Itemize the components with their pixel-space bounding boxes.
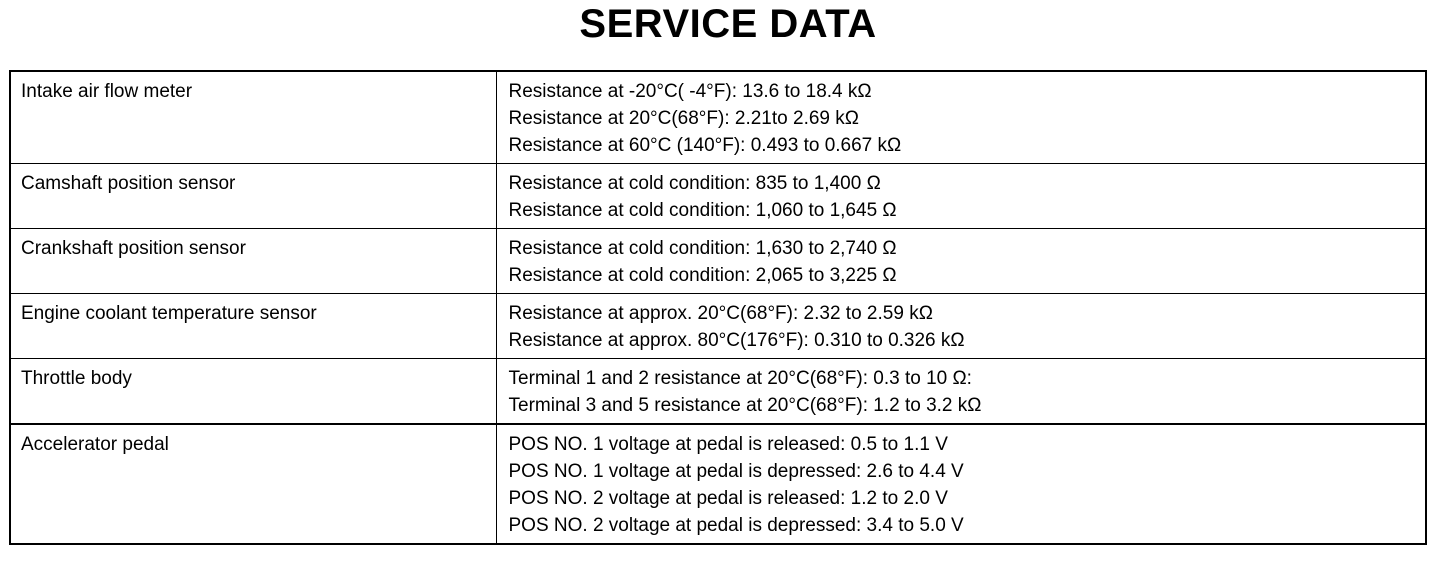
spec-line: Resistance at approx. 20°C(68°F): 2.32 to 2.59 kΩ (508, 303, 933, 324)
table-row (10, 229, 1426, 294)
spec-cell (496, 229, 1426, 294)
spec-cell (496, 294, 1426, 359)
item-cell: Throttle body (10, 359, 496, 425)
item-cell: Accelerator pedal (10, 424, 496, 544)
table-row (10, 294, 1426, 359)
spec-line: Resistance at cold condition: 1,630 to 2,740 Ω (508, 238, 897, 259)
table-row (10, 359, 1426, 425)
item-cell: Engine coolant temperature sensor (10, 294, 496, 359)
spec-line: Resistance at -20°C( -4°F): 13.6 to 18.4 kΩ (508, 81, 872, 102)
spec-cell (496, 71, 1426, 164)
spec-line: Resistance at cold condition: 2,065 to 3,225 Ω (508, 265, 897, 286)
spec-line: Resistance at cold condition: 1,060 to 1,645 Ω (508, 200, 897, 221)
table-row (10, 424, 1426, 544)
spec-cell (496, 359, 1426, 425)
table-row (10, 164, 1426, 229)
spec-line: Resistance at 20°C(68°F): 2.21to 2.69 kΩ (508, 108, 859, 129)
spec-line: POS NO. 1 voltage at pedal is depressed: 2.6 to 4.4 V (508, 461, 964, 482)
spec-line: Resistance at approx. 80°C(176°F): 0.310 to 0.326 kΩ (508, 330, 965, 351)
service-data-table (9, 70, 1427, 545)
table-row (10, 71, 1426, 164)
spec-line: POS NO. 1 voltage at pedal is released: 0.5 to 1.1 V (508, 434, 948, 455)
spec-line: Terminal 1 and 2 resistance at 20°C(68°F): 0.3 to 10 Ω: (508, 368, 972, 389)
spec-line: Resistance at cold condition: 835 to 1,400 Ω (508, 173, 881, 194)
spec-line: Terminal 3 and 5 resistance at 20°C(68°F): 1.2 to 3.2 kΩ (508, 395, 982, 416)
spec-line: POS NO. 2 voltage at pedal is released: 1.2 to 2.0 V (508, 488, 948, 509)
item-cell: Camshaft position sensor (10, 164, 496, 229)
item-cell: Crankshaft position sensor (10, 229, 496, 294)
spec-cell (496, 164, 1426, 229)
spec-line: Resistance at 60°C (140°F): 0.493 to 0.667 kΩ (508, 135, 902, 156)
item-cell: Intake air flow meter (10, 71, 496, 164)
spec-line: POS NO. 2 voltage at pedal is depressed: 3.4 to 5.0 V (508, 515, 964, 536)
page-title: SERVICE DATA (579, 2, 877, 46)
spec-cell (496, 424, 1426, 544)
